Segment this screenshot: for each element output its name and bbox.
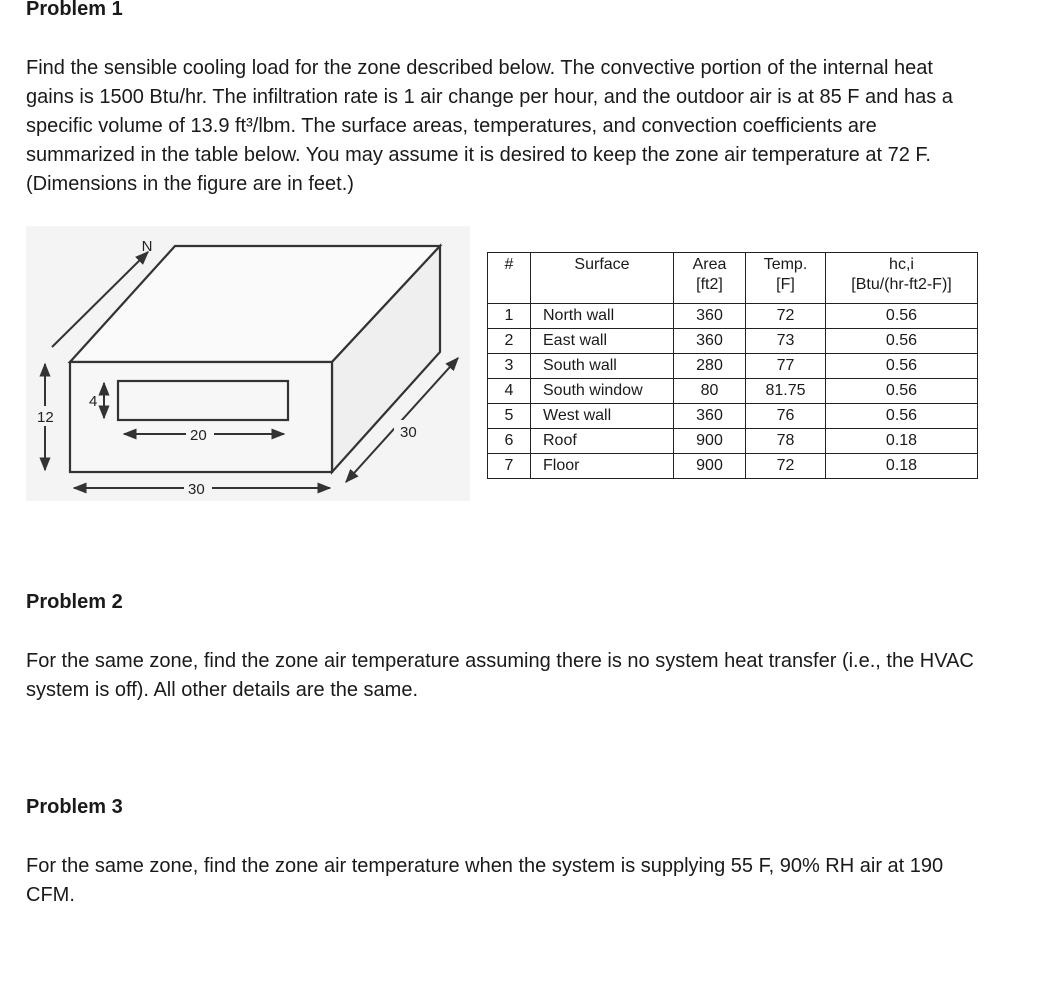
cell-temp: 77 [746, 354, 826, 379]
cell-hc: 0.56 [826, 354, 978, 379]
cell-hc: 0.18 [826, 429, 978, 454]
zone-figure [26, 226, 470, 501]
cell-area: 360 [674, 404, 746, 429]
header-temp: Temp. [F] [746, 253, 826, 304]
table-row [488, 304, 978, 329]
cell-num: 5 [488, 404, 531, 429]
cell-num: 1 [488, 304, 531, 329]
length-label: 30 [188, 481, 205, 498]
cell-area: 360 [674, 304, 746, 329]
depth-label: 30 [400, 424, 417, 441]
cell-area: 900 [674, 429, 746, 454]
window-height-label: 4 [89, 393, 98, 410]
problem-1-text: Find the sensible cooling load for the zone described below. The convective portion of the internal heat gains is 1500 Btu/hr. The infiltration rate is 1 air change per hour, and the outdoor air is at 85 F and has a specific volume of 13.9 ft³/lbm. The surface areas, temperatures, and convection coefficients are summarized in the table below. You may assume it is desired to keep the zone air temperature at 72 F. (Dimensions in the figure are in feet.) [26, 57, 953, 195]
table-row [488, 429, 978, 454]
cell-area: 360 [674, 329, 746, 354]
cell-temp: 78 [746, 429, 826, 454]
cell-hc: 0.56 [826, 404, 978, 429]
height-label: 12 [37, 409, 54, 426]
surface-table [487, 252, 978, 479]
cell-surface: East wall [531, 329, 674, 354]
table-row [488, 354, 978, 379]
header-surface: Surface [531, 253, 674, 304]
cell-surface: North wall [531, 304, 674, 329]
cell-num: 4 [488, 379, 531, 404]
header-area: Area [ft2] [674, 253, 746, 304]
cell-num: 2 [488, 329, 531, 354]
problem-3-title: Problem 3 [26, 796, 123, 818]
problem-2-title: Problem 2 [26, 591, 123, 613]
cell-temp: 73 [746, 329, 826, 354]
table-header-row [488, 253, 978, 304]
table-row [488, 379, 978, 404]
table-row [488, 454, 978, 479]
cell-temp: 76 [746, 404, 826, 429]
cell-area: 280 [674, 354, 746, 379]
problem-3-text: For the same zone, find the zone air temperature when the system is supplying 55 F, 90% RH air at 190 CFM. [26, 855, 944, 906]
cell-surface: South window [531, 379, 674, 404]
problem-2-text: For the same zone, find the zone air temperature assuming there is no system heat transfer (i.e., the HVAC system is off). All other details are the same. [26, 650, 974, 701]
window-width-label: 20 [190, 427, 207, 444]
cell-surface: West wall [531, 404, 674, 429]
header-hc: hc,i [Btu/(hr-ft2-F)] [826, 253, 978, 304]
cell-hc: 0.56 [826, 329, 978, 354]
cell-temp: 72 [746, 304, 826, 329]
cell-num: 6 [488, 429, 531, 454]
table-row [488, 404, 978, 429]
header-num: # [488, 253, 531, 304]
south-face [70, 362, 332, 472]
cell-temp: 81.75 [746, 379, 826, 404]
cell-surface: South wall [531, 354, 674, 379]
north-label: N [141, 238, 153, 255]
table-row [488, 329, 978, 354]
cell-area: 80 [674, 379, 746, 404]
cell-surface: Roof [531, 429, 674, 454]
cell-temp: 72 [746, 454, 826, 479]
cell-surface: Floor [531, 454, 674, 479]
cell-hc: 0.18 [826, 454, 978, 479]
cell-num: 7 [488, 454, 531, 479]
cell-area: 900 [674, 454, 746, 479]
problem-1-title: Problem 1 [26, 0, 123, 20]
cell-hc: 0.56 [826, 379, 978, 404]
cell-num: 3 [488, 354, 531, 379]
cell-hc: 0.56 [826, 304, 978, 329]
